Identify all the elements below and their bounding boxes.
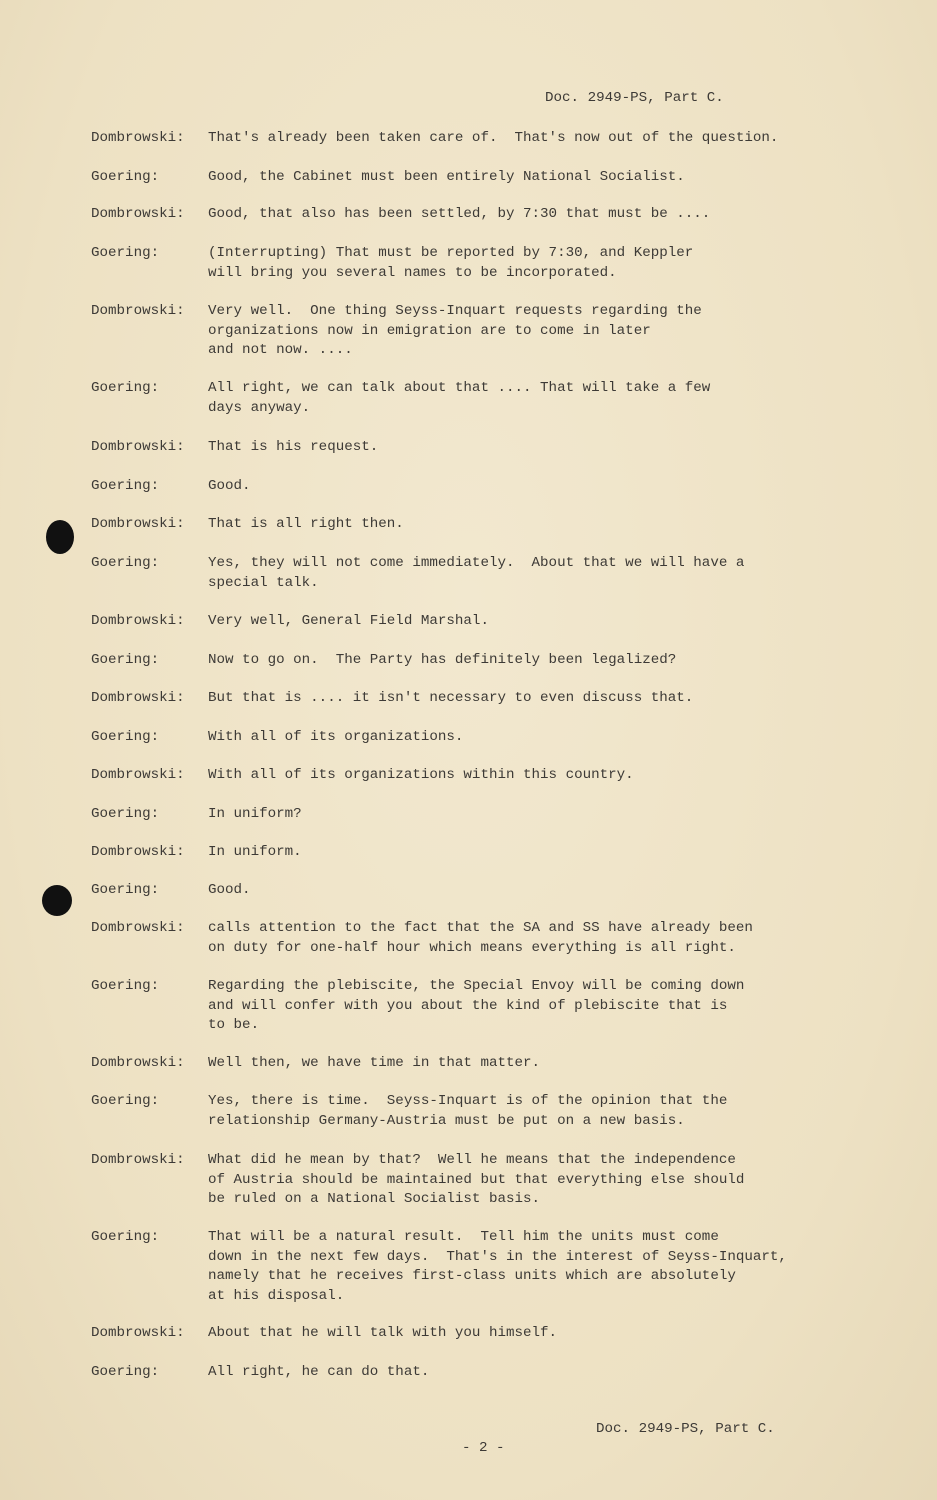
speech-line: With all of its organizations.: [208, 729, 464, 745]
speaker-name: Dombrowski:: [91, 690, 185, 706]
speech-line: Good, the Cabinet must been entirely National Socialist.: [208, 169, 685, 185]
speech-text: [208, 205, 710, 225]
speech-line: special talk.: [208, 574, 319, 591]
speech-line: Now to go on. The Party has definitely been legalized?: [208, 652, 677, 668]
speech-line: will bring you several names to be incorporated.: [208, 264, 617, 281]
speaker-name: Dombrowski:: [91, 1055, 185, 1071]
speech-text: [208, 438, 378, 458]
speech-text: [208, 612, 489, 632]
speech-line: Good.: [208, 882, 251, 898]
speech-text: [208, 919, 753, 958]
speaker-name: Goering:: [91, 1093, 160, 1109]
page-number: - 2 -: [462, 1440, 505, 1456]
speech-line: In uniform.: [208, 844, 302, 860]
speaker-name: Dombrowski:: [91, 920, 185, 936]
speech-line: and will confer with you about the kind of plebiscite that is: [208, 997, 728, 1014]
speech-line: to be.: [208, 1017, 260, 1033]
speaker-name: Dombrowski:: [91, 206, 185, 222]
speaker-name: Goering:: [91, 729, 160, 745]
speech-text: [208, 689, 693, 709]
speech-text: [208, 766, 634, 786]
speech-text: [208, 129, 778, 149]
speech-line: Regarding the plebiscite, the Special Envoy will be coming down: [208, 978, 745, 994]
speech-line: Yes, there is time. Seyss-Inquart is of the opinion that the: [208, 1093, 728, 1109]
speech-line: Yes, they will not come immediately. About that we will have a: [208, 555, 745, 571]
speech-text: [208, 1228, 787, 1306]
footer-doc-reference: Doc. 2949-PS, Part C.: [596, 1421, 775, 1437]
speech-line: down in the next few days. That's in the interest of Seyss-Inquart,: [208, 1248, 787, 1265]
speaker-name: Goering:: [91, 555, 160, 571]
speech-line: days anyway.: [208, 399, 311, 416]
speech-line: and not now. ....: [208, 342, 353, 358]
speech-text: [208, 515, 404, 535]
speaker-name: Dombrowski:: [91, 439, 185, 455]
speech-text: [208, 1092, 727, 1131]
speech-line: Good, that also has been settled, by 7:30 that must be ....: [208, 206, 711, 222]
speaker-name: Dombrowski:: [91, 767, 185, 783]
speaker-name: Goering:: [91, 478, 160, 494]
speech-line: With all of its organizations within this country.: [208, 767, 634, 783]
speaker-name: Dombrowski:: [91, 844, 185, 860]
speech-line: Well then, we have time in that matter.: [208, 1055, 541, 1071]
speech-line: All right, we can talk about that .... That will take a few: [208, 380, 711, 396]
speech-text: [208, 302, 702, 361]
speech-line: organizations now in emigration are to come in later: [208, 322, 651, 339]
speaker-name: Dombrowski:: [91, 1325, 185, 1341]
speech-text: [208, 1054, 540, 1074]
speech-text: [208, 728, 463, 748]
speech-text: [208, 977, 744, 1036]
speaker-name: Goering:: [91, 1364, 160, 1380]
speech-text: [208, 843, 302, 863]
speaker-name: Dombrowski:: [91, 1152, 185, 1168]
speech-text: [208, 477, 251, 497]
speech-line: That is his request.: [208, 439, 379, 455]
speaker-name: Goering:: [91, 380, 160, 396]
speech-text: [208, 805, 302, 825]
speech-line: Very well. One thing Seyss-Inquart requests regarding the: [208, 303, 702, 319]
speech-line: Good.: [208, 478, 251, 494]
speaker-name: Goering:: [91, 978, 160, 994]
speech-line: That will be a natural result. Tell him the units must come: [208, 1229, 719, 1245]
speech-line: Very well, General Field Marshal.: [208, 613, 489, 629]
speech-text: [208, 379, 710, 418]
speaker-name: Goering:: [91, 806, 160, 822]
speech-line: be ruled on a National Socialist basis.: [208, 1191, 541, 1207]
speech-text: [208, 1151, 744, 1210]
speech-line: of Austria should be maintained but that everything else should: [208, 1171, 745, 1188]
speech-text: [208, 168, 685, 188]
speech-line: relationship Germany-Austria must be put on a new basis.: [208, 1112, 685, 1129]
speaker-name: Goering:: [91, 245, 160, 261]
speech-line: In uniform?: [208, 806, 302, 822]
punch-hole: [42, 885, 72, 916]
speaker-name: Dombrowski:: [91, 613, 185, 629]
speech-text: [208, 1363, 429, 1383]
speech-text: [208, 1324, 557, 1344]
speaker-name: Goering:: [91, 652, 160, 668]
speech-line: at his disposal.: [208, 1287, 345, 1304]
speech-line: About that he will talk with you himself.: [208, 1325, 558, 1341]
speaker-name: Dombrowski:: [91, 130, 185, 146]
speech-line: But that is .... it isn't necessary to even discuss that.: [208, 690, 694, 706]
speech-text: [208, 881, 251, 901]
speech-line: That's already been taken care of. That's now out of the question.: [208, 130, 779, 146]
speech-line: namely that he receives first-class units which are absolutely: [208, 1268, 736, 1284]
speech-line: All right, he can do that.: [208, 1364, 430, 1380]
speaker-name: Dombrowski:: [91, 303, 185, 319]
speech-line: on duty for one-half hour which means everything is all right.: [208, 939, 736, 956]
speech-text: [208, 244, 693, 283]
header-doc-reference: Doc. 2949-PS, Part C.: [545, 90, 724, 106]
speech-line: That is all right then.: [208, 516, 404, 532]
speaker-name: Dombrowski:: [91, 516, 185, 532]
speaker-name: Goering:: [91, 169, 160, 185]
speaker-name: Goering:: [91, 882, 160, 898]
speech-line: calls attention to the fact that the SA and SS have already been: [208, 920, 753, 936]
punch-hole: [46, 520, 74, 554]
speech-text: [208, 554, 744, 593]
speech-text: [208, 651, 676, 671]
speech-line: (Interrupting) That must be reported by 7:30, and Keppler: [208, 245, 694, 261]
speech-line: What did he mean by that? Well he means that the independence: [208, 1152, 736, 1168]
speaker-name: Goering:: [91, 1229, 160, 1245]
